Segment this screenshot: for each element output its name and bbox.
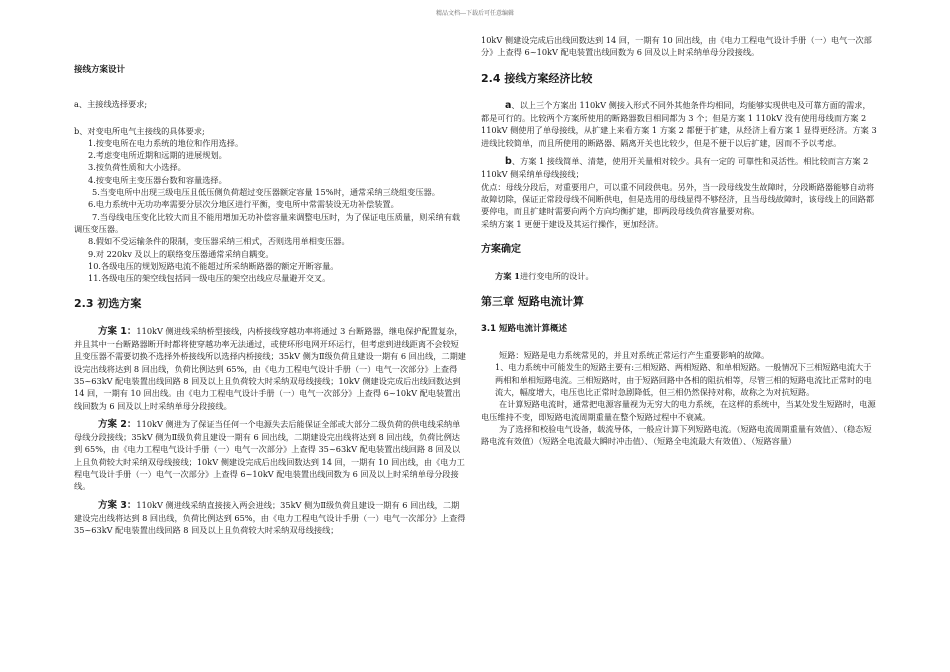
requirement-b: b、对变电所电气主接线的具体要求; (74, 125, 205, 136)
plan-1-paragraph (74, 325, 466, 412)
confirm-paragraph (481, 270, 878, 282)
section-heading-confirm: 方案确定 (481, 243, 521, 255)
requirement-item: 10.各级电压的规划短路电流不能超过所采纳断路器的额定开断容量。 (88, 260, 339, 271)
comparison-a-text: 、以上三个方案出 110kV 侧接入形式不同外其他条件均相同，均能够实现供电及可靠方面的需求，都是可行的。比较两个方案所使用的断路器数目相同都为 3 个；但是方案 1 110kV 没有使用母线而方案 2 110kV 侧使用了单母接线，从扩建上来看方案 1 方案 2 都便于扩建，从经济上看方案 1 显得更经济。方案 3 进线比较简单，而且所使用的断路器、隔离开关也比较少，但是不便于以后扩建，因而不予以考虑。 (481, 99, 877, 148)
definition-paragraph: 短路：短路是电力系统常见的，并且对系统正常运行产生重要影响的故障。 (499, 350, 770, 361)
plan-1-lead: 方案 1： (98, 325, 137, 337)
requirement-item: 8.假如不受运输条件的限制，变压器采纳三相式，否则选用单相变压器。 (88, 236, 350, 247)
during-paragraph: 在计算短路电流时，通常把电源容量视为无穷大的电力系统，在这样的系统中，当某处发生短路时，电源电压维持不变，即短路电流周期重量在整个短路过程中不衰减。 (481, 399, 876, 422)
requirement-item: 1.按变电所在电力系统的地位和作用选择。 (88, 137, 244, 148)
requirement-a: a、主接线选择要求; (74, 99, 148, 110)
requirement-item: 9.对 220kv 及以上的联络变压器通常采纳自耦变。 (88, 248, 274, 259)
right-column (481, 34, 878, 447)
left-column (74, 40, 466, 537)
confirm-text: 进行变电所的设计。 (519, 271, 594, 282)
requirement-item: 2.考虑变电所近期和远期的进展规划。 (88, 150, 227, 161)
types-paragraph: 1、电力系统中可能发生的短路主要有:三相短路、两相短路、和单相短路。一般情况下三相短路电流大于两相和单相短路电流。三相短路时，由于短路回路中各相的阻抗相等，尽管三相的短路电流比正常时的电流大，幅度增大，电压也比正常时急剧降低，但三相仍然保持对称，故称之为对抗短路。 (495, 362, 872, 397)
section-heading-2-4: 2.4 接线方案经济比较 (481, 71, 593, 85)
comparison-b-lead: b (505, 156, 512, 168)
requirement-item: 5.当变电所中出现三级电压且低压侧负荷超过变压器额定容量 15%时，通常采纳三绕组变压器。 (92, 187, 440, 198)
page-header: 精品文档---下载后可任意编辑 (435, 10, 515, 17)
doc-title: 接线方案设计 (74, 65, 126, 75)
continued-text: 10kV 侧建设完成后出线回数达到 14 回，一期有 10 回出线，由《电力工程电气设计手册（一）电气一次部分》上查得 6~10kV 配电装置出线回数为 6 回及以上时采纳单母分段接线。 (481, 35, 872, 58)
plan-3-text: 110kV 侧进线采纳直接接入两会进线；35kV 侧为Ⅱ级负荷且建设一期有 6 回出线，二期建设完出线将达到 8 回出线，负荷比例达到 65%，由《电力工程电气设计手册（一）电气一次部分》上查得 35~63kV 配电装置出线回路 8 回及以上且负荷较大时采纳双母线接线； (74, 499, 466, 536)
plan-2-lead: 方案 2： (98, 418, 137, 430)
section-heading-2-3: 2.3 初选方案 (74, 297, 142, 311)
plan-1-text: 110kV 侧进线采纳桥型接线，内桥接线穿越功率将通过 3 台断路器，继电保护配置复杂，并且其中一台断路器断开时都将使穿越功率无法通过，或使环形电网开环运行，但考虑到进线距离不会较短且变压器不需要切换不选择外桥接线所以选择内桥接线；35kV 侧为Ⅱ级负荷且建设一期有 6 回出线，二期建设完出线将达到 8 回出线，负荷比例达到 65%，由《电力工程电气设计手册（一）电气一次部分》上查得 35~63kV 配电装置出线回路 8 回及以上且负荷较大时采纳双母线接线；10kV 侧建设完成后出线回数达到 14 回，一期有 10 回出线。由《电力工程电气设计手册（一）电气一次部分》上查得 6~10kV 配电装置出线回数为 6 回及以上时采纳单母分段接线。 (74, 325, 466, 411)
comparison-a-lead: a (505, 99, 512, 111)
requirement-item: 4.按变电所主变压器台数和容量选择。 (88, 174, 227, 185)
comparison-b (481, 155, 878, 181)
section-heading-3-1: 3.1 短路电流计算概述 (481, 323, 568, 334)
choice-paragraph: 采纳方案 1 更便于建设及其运行操作，更加经济。 (481, 218, 664, 229)
plan-3-lead: 方案 3： (98, 499, 137, 511)
requirement-item: 11.各级电压的架空线包括同一级电压的架空出线应尽量避开交叉。 (88, 273, 331, 284)
comparison-a (481, 99, 878, 149)
requirement-item: 3.按负荷性质和大小选择。 (88, 162, 186, 173)
plan-2-paragraph (74, 418, 466, 493)
requirement-item: 7.当母线电压变化比较大而且不能用增加无功补偿容量来调整电压时，为了保证电压质量，则采纳有载调压变压器。 (74, 211, 461, 234)
merit-paragraph: 优点：母线分段后，对重要用户，可以重不同段供电。另外，当一段母线发生故障时，分段断路器能够自动将故障切除，保证正常段母线不间断供电，但是选用的母线显得不够经济，且当母线故障时，该母线上的回路都要停电，而且扩建时需要向两个方向均衡扩建，即两段母线负荷容量要对称。 (481, 181, 875, 217)
chapter-heading-3: 第三章 短路电流计算 (481, 295, 584, 309)
plan-2-text: 110kV 侧进为了保证当任何一个电源失去后能保证全部或大部分二级负荷的供电线采纳单母线分段接线；35kV 侧为Ⅱ级负荷且建设一期有 6 回出线，二期建设完出线将达到 8 回出线，负荷比例达到 65%，由《电力工程电气设计手册（一）电气一次部分》上查得 35~63kV 配电装置出线回路 8 回及以上且负荷较大时采纳双母线接线；10kV 侧建设完成后出线回数达到 14 回，一期有 10 回出线，由《电力工程电气设计手册（一）电气一次部分》上查得 6~10kV 配电装置出线回数为 6 回及以上时采纳单母分段接线。 (74, 418, 465, 492)
purpose-paragraph: 为了选择和校验电气设备，载流导体，一般应计算下列短路电流。（短路电流周期重量有效值）、（稳态短路电流有效值）（短路全电流最大瞬时冲击值）、（短路全电流最大有效值）、（短路容量） (481, 423, 872, 447)
plan-3-paragraph (74, 499, 466, 537)
confirm-lead: 方案 1 (495, 271, 520, 282)
requirement-item: 6.电力系统中无功功率需要分层次分地区进行平衡，变电所中常需装设无功补偿装置。 (88, 199, 399, 210)
comparison-b-text: 、方案 1 接线简单、清楚，使用开关量相对较少。具有一定的 可靠性和灵活性。相比较而言方案 2 110kV 侧采纳单母线接线； (481, 156, 869, 180)
